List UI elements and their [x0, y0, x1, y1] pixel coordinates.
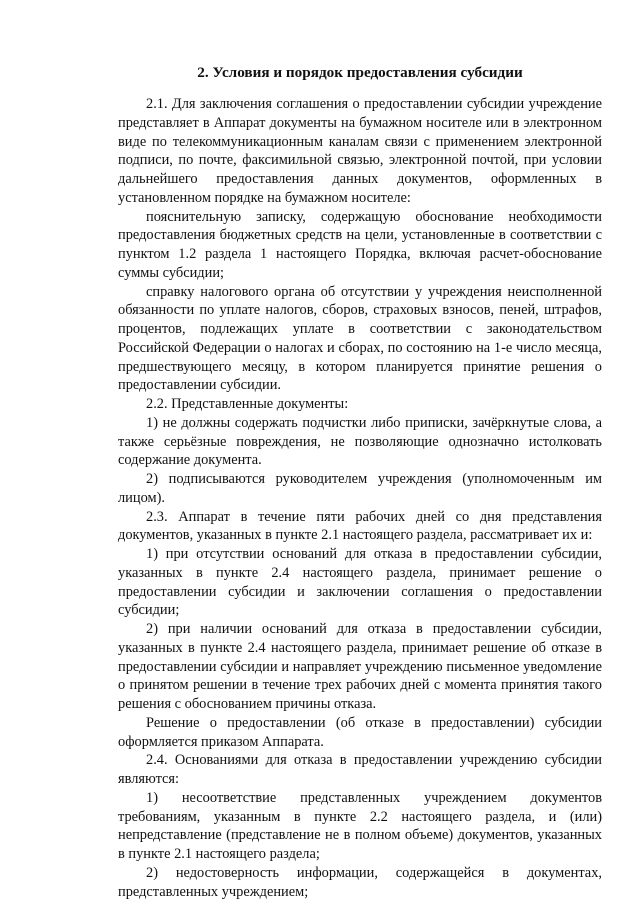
paragraph-2-4-item-1: 1) несоответствие представленных учреждением документов требованиям, указанным в пункте 2.2 настоящего раздела, и (или) непредставление (представление не в полном объеме) документов, указанных в пункте 2.1 настоящего раздела;	[118, 789, 602, 862]
paragraph-2-3-item-2: 2) при наличии оснований для отказа в предоставлении субсидии, указанных в пункте 2.4 настоящего раздела, принимает решение об отказе в предоставлении субсидии и направляет учреждению письменное уведомление о принятом решении в течение трех рабочих дней с момента принятия такого решения с обоснованием причины отказа.	[118, 621, 602, 712]
paragraph-2-4: 2.4. Основаниями для отказа в предоставлении учреждению субсидии являются:	[118, 752, 602, 787]
paragraph-tax-certificate: справку налогового органа об отсутствии у учреждения неисполненной обязанности по уплате налогов, сборов, страховых взносов, пеней, штрафов, процентов, подлежащих уплате в соответствии с законодательством Российской Федерации о налогах и сборах, по состоянию на 1-е число месяца, предшествующего месяцу, в котором планируется принятие решения о предоставлении субсидии.	[118, 283, 602, 394]
paragraph-decision-order: Решение о предоставлении (об отказе в предоставлении) субсидии оформляется приказом Аппарата.	[118, 714, 602, 750]
paragraph-2-1: 2.1. Для заключения соглашения о предоставлении субсидии учреждение представляет в Аппарат документы на бумажном носителе или в электронном виде по телекоммуникационным каналам связи с применением электронной подписи, по почте, факсимильной связью, электронной почтой, при условии дальнейшего предоставления данных документов, оформленных в установленном порядке на бумажном носителе:	[118, 96, 602, 206]
paragraph-2-4-item-2: 2) недостоверность информации, содержащейся в документах, представленных учреждением;	[118, 864, 602, 900]
paragraph-explanatory-note: пояснительную записку, содержащую обоснование необходимости предоставления бюджетных средств на цели, установленные в соответствии с пунктом 1.2 раздела 1 настоящего Порядка, включая расчет-обоснование суммы субсидии;	[118, 208, 602, 281]
paragraph-2-2-item-1: 1) не должны содержать подчистки либо приписки, зачёркнутые слова, а также серьёзные повреждения, не позволяющие однозначно истолковать содержание документа.	[118, 414, 602, 469]
paragraph-2-2: 2.2. Представленные документы:	[146, 396, 349, 412]
paragraph-2-3: 2.3. Аппарат в течение пяти рабочих дней со дня представления документов, указанных в пункте 2.1 настоящего раздела, рассматривает их и:	[118, 508, 602, 544]
section-heading: 2. Условия и порядок предоставления субсидии	[197, 64, 523, 81]
section-body	[118, 95, 602, 901]
paragraph-2-3-item-1: 1) при отсутствии оснований для отказа в предоставлении субсидии, указанных в пункте 2.4 настоящего раздела, принимает решение о предоставлении субсидии и заключении соглашения о предоставлении субсидии;	[118, 546, 602, 619]
paragraph-2-2-item-2: 2) подписываются руководителем учреждения (уполномоченным им лицом).	[118, 471, 602, 506]
